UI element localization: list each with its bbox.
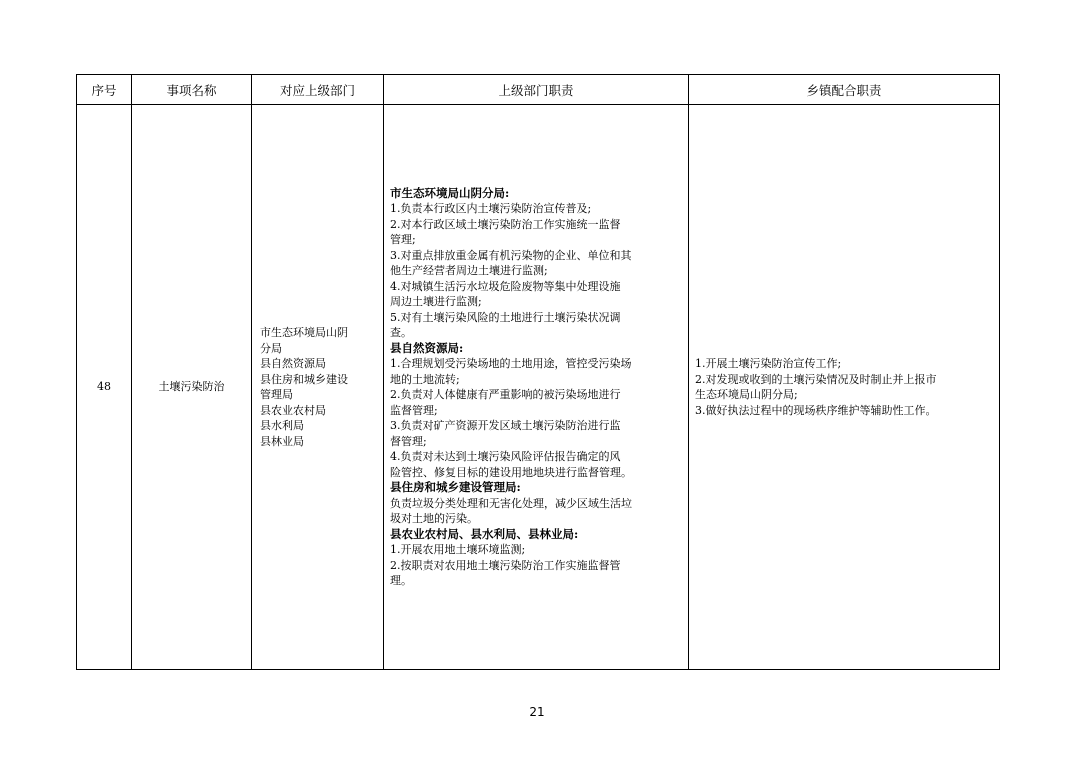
duty-line: 1.合理规划受污染场地的土地用途，管控受污染场: [390, 357, 632, 370]
duty-heading: 县自然资源局:: [390, 340, 464, 355]
duty-line: 查。: [390, 326, 412, 339]
table-header-row: [77, 75, 1000, 105]
duty-line: 3.负责对矿产资源开发区域土壤污染防治进行监: [390, 419, 621, 432]
duty-line: 他生产经营者周边土壤进行监测;: [390, 264, 548, 277]
header-town-duties: 乡镇配合职责: [689, 75, 1000, 105]
duty-line: 2.对本行政区域土壤污染防治工作实施统一监督: [390, 217, 621, 231]
town-duty-line: 生态环境局山阴分局;: [695, 388, 798, 401]
header-number: 序号: [77, 75, 132, 105]
row-departments: [252, 105, 384, 670]
duty-line: 4.对城镇生活污水垃圾危险废物等集中处理设施: [390, 279, 621, 293]
department-line: 市生态环境局山阴: [260, 326, 348, 339]
duty-line: 险管控、修复目标的建设用地地块进行监督管理。: [390, 465, 632, 479]
town-duty-line: 1.开展土壤污染防治宣传工作;: [695, 357, 842, 370]
duty-heading: 县农业农村局、县水利局、县林业局:: [390, 526, 579, 541]
row-duties: [384, 105, 689, 670]
duty-line: 理。: [390, 574, 412, 587]
page-number: 21: [529, 705, 545, 719]
department-line: 管理局: [260, 388, 293, 401]
department-line: 县农业农村局: [260, 403, 326, 417]
duty-line: 1.开展农用地土壤环境监测;: [390, 543, 526, 556]
department-line: 县水利局: [260, 419, 304, 432]
duty-line: 1.负责本行政区内土壤污染防治宣传普及;: [390, 202, 592, 215]
duty-line: 督管理;: [390, 434, 427, 448]
department-line: 县林业局: [260, 434, 304, 448]
town-duty-line: 2.对发现或收到的土壤污染情况及时制止并上报市: [695, 372, 937, 386]
duty-heading: 市生态环境局山阴分局:: [390, 185, 510, 200]
duty-heading: 县住房和城乡建设管理局:: [390, 480, 521, 494]
duty-line: 周边土壤进行监测;: [390, 295, 482, 308]
duty-line: 3.对重点排放重金属有机污染物的企业、单位和其: [390, 248, 632, 262]
table-row: [77, 105, 1000, 670]
duty-line: 管理;: [390, 233, 416, 246]
duty-line: 2.按职责对农用地土壤污染防治工作实施监督管: [390, 558, 621, 572]
header-departments: 对应上级部门: [252, 75, 384, 105]
duty-line: 4.负责对未达到土壤污染风险评估报告确定的风: [390, 450, 621, 463]
header-duties: 上级部门职责: [384, 75, 689, 105]
duty-line: 圾对土地的污染。: [390, 512, 478, 525]
responsibility-table: [76, 74, 1000, 670]
department-line: 县住房和城乡建设: [260, 372, 348, 386]
town-duty-line: 3.做好执法过程中的现场秩序维护等辅助性工作。: [695, 403, 937, 417]
duty-line: 监督管理;: [390, 403, 438, 417]
duty-line: 地的土地流转;: [390, 372, 460, 386]
duty-line: 2.负责对人体健康有严重影响的被污染场地进行: [390, 388, 621, 401]
row-number: 48: [77, 105, 132, 670]
header-item-name: 事项名称: [132, 75, 252, 105]
row-item-name: 土壤污染防治: [132, 105, 252, 670]
department-line: 分局: [260, 341, 282, 355]
department-line: 县自然资源局: [260, 357, 326, 370]
duty-line: 负责垃圾分类处理和无害化处理，减少区域生活垃: [390, 496, 632, 510]
duty-line: 5.对有土壤污染风险的土地进行土壤污染状况调: [390, 310, 621, 324]
row-town-duties: [689, 105, 1000, 670]
